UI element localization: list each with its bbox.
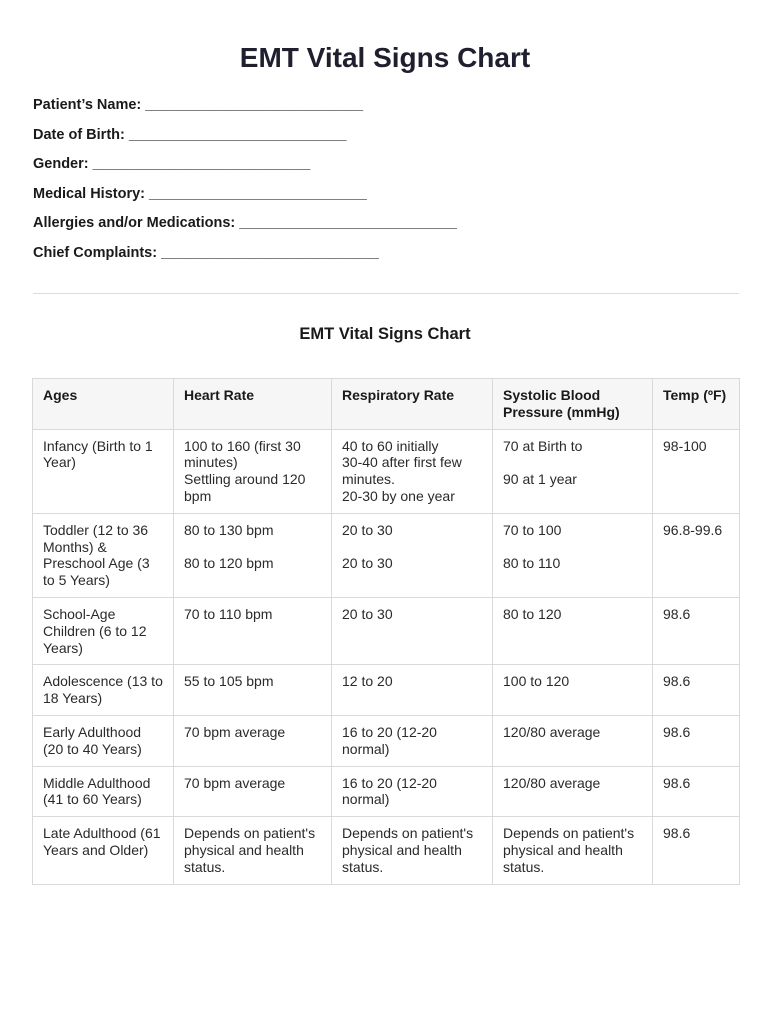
cell-text [503,539,644,556]
cell-text: 98.6 [663,774,691,791]
header-ages: Ages [33,379,174,430]
cell-text: Late Adulthood (61 Years and Older) [43,825,161,858]
header-temp: Temp (ºF) [653,379,740,430]
cell-respiratory-rate [332,715,493,766]
cell-temp [653,817,740,884]
table-title: EMT Vital Signs Chart [299,325,471,343]
cell-text: 100 to 120 [503,673,570,690]
cell-text: 70 bpm average [184,774,286,791]
cell-ages [33,513,174,597]
cell-heart-rate [174,429,332,513]
cell-text: 70 at Birth to [503,437,583,454]
patient-name-field: Patient’s Name: ___________________________ [33,97,364,113]
cell-respiratory-rate [332,597,493,664]
cell-ages [33,429,174,513]
cell-text: 70 to 110 bpm [184,605,273,622]
cell-text: 20 to 30 [342,555,393,572]
cell-text: 100 to 160 (first 30 minutes) [184,437,301,471]
cell-heart-rate [174,715,332,766]
cell-text: 90 at 1 year [503,471,577,488]
cell-respiratory-rate [332,817,493,884]
cell-text: 98.6 [663,673,691,690]
cell-text: Depends on patient's physical and health status. [342,825,474,875]
cell-text: 98.6 [663,605,691,622]
cell-text: Toddler (12 to 36 Months) & Preschool Age (3 to 5 Years) [43,521,150,589]
cell-text: 20 to 30 [342,521,393,538]
cell-text: 40 to 60 initially [342,437,439,454]
cell-text: 98.6 [663,723,691,740]
cell-text: 98.6 [663,825,691,842]
cell-respiratory-rate [332,665,493,716]
cell-systolic-bp [493,597,653,664]
cell-text: 30-40 after first few minutes. [342,454,462,488]
cell-text: Settling around 120 bpm [184,471,306,504]
cell-ages [33,597,174,664]
patient-info-fields [33,95,457,273]
cell-temp [653,429,740,513]
cell-systolic-bp [493,665,653,716]
table-row [33,817,740,884]
cell-text: 16 to 20 (12-20 normal) [342,723,437,757]
cell-temp [653,597,740,664]
cell-systolic-bp [493,429,653,513]
table-row [33,766,740,817]
cell-text: School-Age Children (6 to 12 Years) [43,605,147,656]
cell-text: Adolescence (13 to 18 Years) [43,673,163,707]
cell-text: 20-30 by one year [342,487,455,504]
cell-systolic-bp [493,766,653,817]
cell-text [342,539,484,556]
cell-text: 96.8-99.6 [663,521,723,538]
cell-temp [653,715,740,766]
section-divider [33,293,739,294]
cell-text: 70 bpm average [184,723,286,740]
allergies-medications-field: Allergies and/or Medications: ___________________________ [33,215,457,232]
cell-text: Early Adulthood (20 to 40 Years) [43,723,142,757]
cell-text: Depends on patient's physical and health status. [503,825,635,875]
cell-text: 80 to 110 [503,555,561,572]
cell-ages [33,665,174,716]
cell-text: 120/80 average [503,723,601,740]
cell-heart-rate [174,766,332,817]
date-of-birth-field: Date of Birth: ___________________________ [33,126,347,143]
cell-text: 80 to 120 [503,605,562,622]
cell-text: 20 to 30 [342,605,393,622]
cell-text [184,539,323,556]
cell-heart-rate [174,817,332,884]
cell-text: Infancy (Birth to 1 Year) [43,437,153,471]
cell-text: 16 to 20 (12-20 normal) [342,774,437,808]
cell-text: 98-100 [663,437,707,454]
cell-heart-rate [174,597,332,664]
header-systolic-bp: Systolic Blood Pressure (mmHg) [493,379,653,430]
table-row [33,429,740,513]
cell-respiratory-rate [332,429,493,513]
cell-temp [653,513,740,597]
cell-systolic-bp [493,715,653,766]
table-row [33,665,740,716]
table-row [33,597,740,664]
cell-temp [653,665,740,716]
table-header-row [33,379,740,430]
table-body [33,429,740,884]
cell-temp [653,766,740,817]
cell-respiratory-rate [332,513,493,597]
cell-respiratory-rate [332,766,493,817]
cell-text: 80 to 130 bpm [184,521,274,538]
table-row [33,513,740,597]
vital-signs-table [32,378,740,885]
cell-systolic-bp [493,513,653,597]
header-heart-rate: Heart Rate [174,379,332,430]
cell-text: 55 to 105 bpm [184,673,274,690]
cell-ages [33,766,174,817]
cell-text: Depends on patient's physical and health status. [184,825,316,875]
table-row [33,715,740,766]
cell-heart-rate [174,513,332,597]
cell-text: 80 to 120 bpm [184,555,274,572]
chief-complaints-field: Chief Complaints: ___________________________ [33,244,379,261]
cell-text: 12 to 20 [342,673,393,690]
page-title: EMT Vital Signs Chart [239,42,531,73]
cell-text: Middle Adulthood (41 to 60 Years) [43,774,151,808]
medical-history-field: Medical History: ___________________________ [33,185,367,202]
gender-field: Gender: ___________________________ [33,156,311,173]
cell-systolic-bp [493,817,653,884]
header-respiratory-rate: Respiratory Rate [332,379,493,430]
cell-heart-rate [174,665,332,716]
cell-text: 120/80 average [503,774,601,791]
cell-ages [33,817,174,884]
cell-ages [33,715,174,766]
cell-text: 70 to 100 [503,521,562,538]
cell-text [503,454,644,471]
